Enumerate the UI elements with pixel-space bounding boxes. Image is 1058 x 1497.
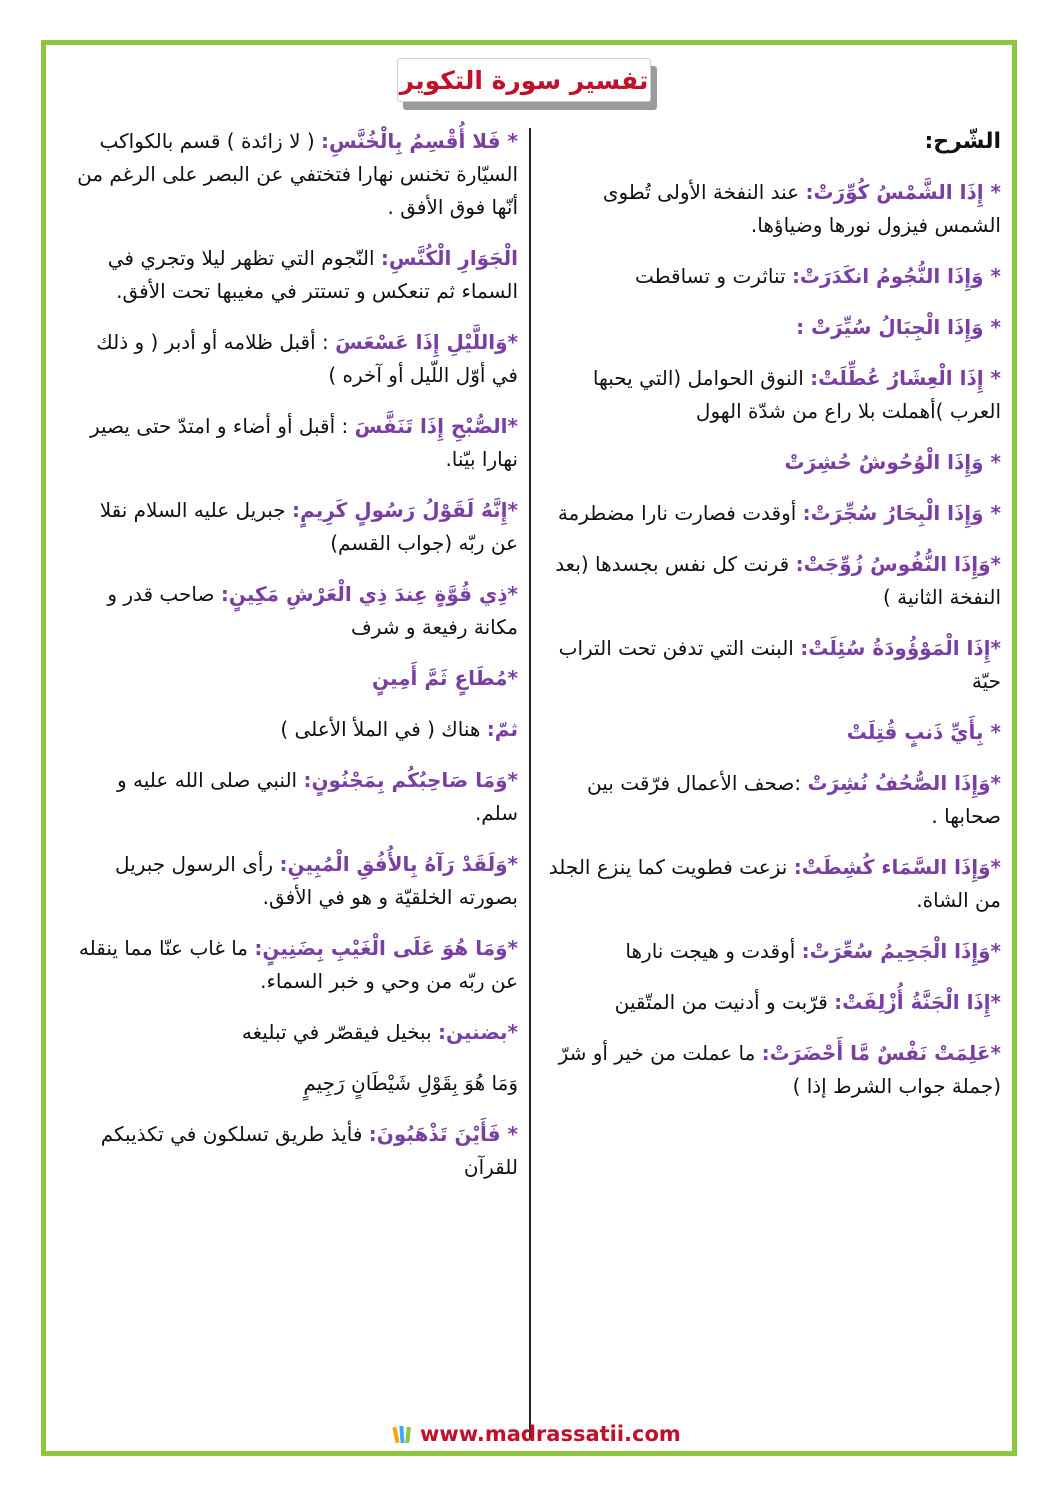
left-entries (68, 125, 518, 1184)
verse-term: * فَأَيْنَ تَذْهَبُونَ: (368, 1122, 518, 1146)
verse-term: * إِذَا الشَّمْسُ كُوِّرَتْ: (805, 180, 1001, 204)
verse-term: *وَمَا هُوَ عَلَى الْغَيْبِ بِضَنِينٍ: (254, 936, 518, 960)
definition-entry (546, 176, 1001, 242)
verse-term: *ذِي قُوَّةٍ عِندَ ذِي الْعَرْشِ مَكِينٍ: (220, 582, 518, 606)
verse-term: *وَإِذَا السَّمَاء كُشِطَتْ: (793, 855, 1001, 879)
explanation-text: :صحف الأعمال فرّقت بين صحابها . (587, 771, 1001, 828)
explanation-text: عند النفخة الأولى تُطوى الشمس فيزول نورها وضياؤها. (602, 180, 1001, 237)
website-link[interactable]: www.madrassatii.com (420, 1422, 681, 1446)
pencils-icon (392, 1423, 416, 1445)
definition-entry (546, 767, 1001, 833)
verse-term: *إِذَا الْمَوْؤُودَةُ سُئِلَتْ: (800, 636, 1001, 660)
explanation-text: ما غاب عنّا مما ينقله عن ربّه من وحي و خبر السماء. (78, 936, 518, 993)
explanation-text: فأيذ طريق تسلكون في تكذيبكم للقرآن (100, 1122, 518, 1179)
explanation-text: ببخيل فيقصّر في تبليغه (241, 1020, 438, 1044)
definition-entry (68, 764, 518, 830)
explanation-text: صاحب قدر و مكانة رفيعة و شرف (107, 582, 518, 639)
definition-entry (68, 932, 518, 998)
definition-entry (68, 1067, 518, 1100)
explanation-text: نزعت فطويت كما ينزع الجلد من الشاة. (548, 855, 1001, 912)
verse-term: *وَإِذَا الصُّحُفُ نُشِرَتْ (807, 771, 1001, 795)
definition-entry (546, 497, 1001, 530)
verse-term: *إِنَّهُ لَقَوْلُ رَسُولٍ كَرِيمٍ: (292, 498, 518, 522)
verse-term: *الصُّبْحِ إِذَا تَنَفَّسَ (354, 414, 518, 438)
verse-term: * وَإِذَا الْوُحُوشُ حُشِرَتْ (784, 450, 1001, 474)
explanation-text: : أقبل ظلامه أو أدبر ( و ذلك في أوّل اللّيل أو آخره ) (96, 330, 518, 387)
definition-entry (68, 848, 518, 914)
definition-entry (546, 1037, 1001, 1103)
explanation-text: البنت التي تدفن تحت التراب حيّة (558, 636, 1001, 693)
explanation-text: قرنت كل نفس بجسدها (بعد النفخة الثانية ) (555, 552, 1001, 609)
explanation-text: رأى الرسول جبريل بصورته الخلقيّة و هو في الأفق. (115, 852, 518, 909)
definition-entry (546, 935, 1001, 968)
column-divider (529, 128, 531, 1438)
explanation-text: ( لا زائدة ) قسم بالكواكب السيّارة تخنس نهارا فتختفي عن البصر على الرغم من أنّها فوق الأفق . (77, 129, 518, 219)
definition-entry (68, 242, 518, 308)
verse-term: ثمّ: (486, 717, 518, 741)
definition-entry (68, 326, 518, 392)
verse-term: *إِذَا الْجَنَّةُ أُزْلِفَتْ: (834, 990, 1001, 1014)
page-title: تفسير سورة التكوير (397, 58, 651, 102)
verse-term: *مُطَاعٍ ثَمَّ أَمِينٍ (371, 666, 518, 690)
definition-entry (68, 713, 518, 746)
verse-term: * وَإِذَا الْبِحَارُ سُجِّرَتْ: (802, 501, 1001, 525)
definition-entry (546, 362, 1001, 428)
explanation-text: جبريل عليه السلام نقلا عن ربّه (جواب القسم) (99, 498, 518, 555)
explanation-text: : أقبل أو أضاء و امتدّ حتى يصير نهارا بيّنا. (89, 414, 518, 471)
definition-entry (546, 260, 1001, 293)
title-banner (397, 58, 659, 108)
verse-term: * بِأَيِّ ذَنبٍ قُتِلَتْ (846, 720, 1001, 744)
explanation-text: قرّبت و أدنيت من المتّقين (614, 990, 835, 1014)
explanation-text: تناثرت و تساقطت (634, 264, 792, 288)
definition-entry (546, 986, 1001, 1019)
verse-term: *وَإِذَا الْجَحِيمُ سُعِّرَتْ: (801, 939, 1001, 963)
verse-term: * وَإِذَا النُّجُومُ انكَدَرَتْ: (791, 264, 1001, 288)
verse-term: *وَمَا صَاحِبُكُم بِمَجْنُونٍ: (303, 768, 518, 792)
right-entries (546, 176, 1001, 1103)
verse-term: *عَلِمَتْ نَفْسٌ مَّا أَحْضَرَتْ: (761, 1041, 1001, 1065)
definition-entry (68, 125, 518, 224)
definition-entry (546, 851, 1001, 917)
verse-term: *وَاللَّيْلِ إِذَا عَسْعَسَ (335, 330, 518, 354)
definition-entry (546, 632, 1001, 698)
verse-term: * فَلا أُقْسِمُ بِالْخُنَّسِ: (321, 129, 518, 153)
explanation-text: النبي صلى الله عليه و سلم. (117, 768, 518, 825)
right-column (546, 125, 1001, 1121)
explanation-text: النوق الحوامل (التي يحبها العرب )أهملت بلا راع من شدّة الهول (592, 366, 1001, 423)
definition-entry (546, 548, 1001, 614)
explanation-text: النّجوم التي تظهر ليلا وتجري في السماء ثم تنعكس و تستتر في مغيبها تحت الأفق. (107, 246, 518, 303)
definition-entry (68, 1118, 518, 1184)
verse-term: *بضنين: (438, 1020, 518, 1044)
definition-entry (68, 662, 518, 695)
explanation-text: أوقدت فصارت نارا مضطرمة (557, 501, 803, 525)
explanation-text: هناك ( في الملأ الأعلى ) (280, 717, 487, 741)
section-heading: الشّرح: (924, 129, 1001, 154)
verse-term: *وَإِذَا النُّفُوسُ زُوِّجَتْ: (795, 552, 1001, 576)
explanation-text: وَمَا هُوَ بِقَوْلِ شَيْطَانٍ رَجِيمٍ (303, 1071, 518, 1095)
definition-entry (68, 578, 518, 644)
definition-entry (68, 494, 518, 560)
explanation-text: أوقدت و هيجت نارها (625, 939, 802, 963)
verse-term: * وَإِذَا الْجِبَالُ سُيِّرَتْ : (796, 315, 1001, 339)
explanation-text: ما عملت من خير أو شرّ (جملة جواب الشرط إذا ) (558, 1041, 1001, 1098)
definition-entry (546, 716, 1001, 749)
definition-entry (68, 1016, 518, 1049)
verse-term: * إِذَا الْعِشَارُ عُطِّلَتْ: (810, 366, 1001, 390)
definition-entry (546, 446, 1001, 479)
verse-term: *وَلَقَدْ رَآهُ بِالأُفُقِ الْمُبِينِ: (279, 852, 518, 876)
verse-term: الْجَوَارِ الْكُنَّسِ: (380, 246, 518, 270)
footer (392, 1418, 692, 1450)
definition-entry (68, 410, 518, 476)
left-column (68, 125, 518, 1202)
definition-entry (546, 311, 1001, 344)
